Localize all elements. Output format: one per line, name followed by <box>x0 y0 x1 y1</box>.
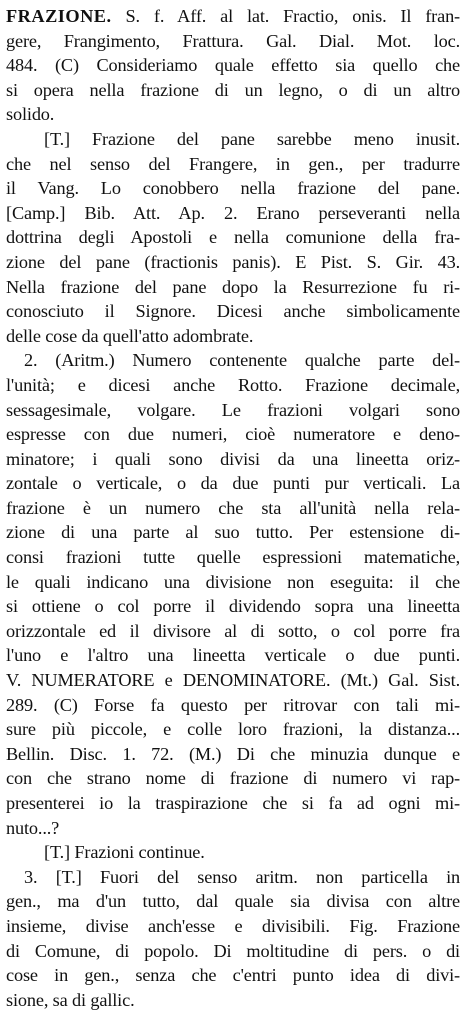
text-line: orizzontale ed il divisore al di sotto, o col porre fra <box>6 620 460 641</box>
text-line: con che strano nome di frazione di numero vi rap- <box>6 768 460 789</box>
text-line: consi frazioni tutte quelle espressioni matematiche, <box>6 547 460 568</box>
sense-3-start-line: 3. [T.] Fuori del senso aritm. non particella in <box>24 866 460 887</box>
text-line: dottrina degli Apostoli e nella comunione della fra- <box>6 227 460 248</box>
text-line: cose in gen., senza che c'entri punto idea di divi- <box>6 965 460 986</box>
text-line: si ottiene o col porre il dividendo sopra una lineetta <box>6 596 460 617</box>
sense-2-start-line: 2. (Aritm.) Numero contenente qualche parte del- <box>24 350 460 371</box>
text-line: Bellin. Disc. 1. 72. (M.) Di che minuzia dunque e <box>6 743 460 764</box>
text-line: delle cose da quell'atto adombrate. <box>6 325 254 346</box>
text-line: l'unità; e dicesi anche Rotto. Frazione decimale, <box>6 374 460 395</box>
text-line: espresse con due numeri, cioè numeratore e deno- <box>6 424 460 445</box>
headword: FRAZIONE. <box>6 6 112 26</box>
text-line: nuto...? <box>6 817 60 838</box>
text-line: sessagesimale, volgare. Le frazioni volgari sono <box>6 399 460 420</box>
text-line: di Comune, di popolo. Di moltitudine di pers. o di <box>6 940 460 961</box>
text-line: le quali indicano una divisione non eseguita: il che <box>6 571 460 592</box>
text-line: gen., ma d'un tutto, dal quale sia divisa con altre <box>6 891 460 912</box>
text-line: 289. (C) Forse fa questo per ritrovar con tali mi- <box>6 694 460 715</box>
text-line: gere, Frangimento, Frattura. Gal. Dial. Mot. loc. <box>6 30 460 51</box>
text-line: insieme, divise anch'esse e divisibili. Fig. Frazione <box>6 915 460 936</box>
text-line: frazione è un numero che sta all'unità nella rela- <box>6 497 460 518</box>
text-line: V. NUMERATORE e DENOMINATORE. (Mt.) Gal. Sist. <box>6 670 460 691</box>
text-line: sione, sa di gallic. <box>6 989 135 1010</box>
text-line: 484. (C) Consideriamo quale effetto sia quello che <box>6 55 460 76</box>
text-line: che nel senso del Frangere, in gen., per tradurre <box>6 153 460 174</box>
text-line: minatore; i quali sono divisi da una lineetta oriz- <box>6 448 460 469</box>
text-line: zontale o verticale, o da due punti pur verticali. La <box>6 473 460 494</box>
paragraph-start-line: [T.] Frazione del pane sarebbe meno inusit. <box>44 128 460 149</box>
text-line: conosciuto il Signore. Dicesi anche simbolicamente <box>6 301 460 322</box>
text-line: sure più piccole, e colle loro frazioni, la distanza... <box>6 719 460 740</box>
text-line: [Camp.] Bib. Att. Ap. 2. Erano perseveranti nella <box>6 202 460 223</box>
text-line: zione del pane (fractionis panis). E Pist. S. Gir. 43. <box>6 251 460 272</box>
text-line: si opera nella frazione di un legno, o di un altro <box>6 79 460 100</box>
text-line: Nella frazione del pane dopo la Resurrezione fu ri- <box>6 276 460 297</box>
entry-headword-line: FRAZIONE. S. f. Aff. al lat. Fractio, onis. Il fran- <box>6 6 460 26</box>
text-line: l'uno e l'altro una lineetta verticale o due punti. <box>6 645 460 666</box>
text-line: il Vang. Lo conobbero nella frazione del pane. <box>6 178 460 199</box>
text-line: solido. <box>6 104 55 125</box>
text-line: presenterei io la traspirazione che si fa ad ogni mi- <box>6 793 460 813</box>
text-line: zione di una parte al suo tutto. Per estensione di- <box>6 522 460 543</box>
paragraph-start-line: [T.] Frazioni continue. <box>44 842 205 863</box>
